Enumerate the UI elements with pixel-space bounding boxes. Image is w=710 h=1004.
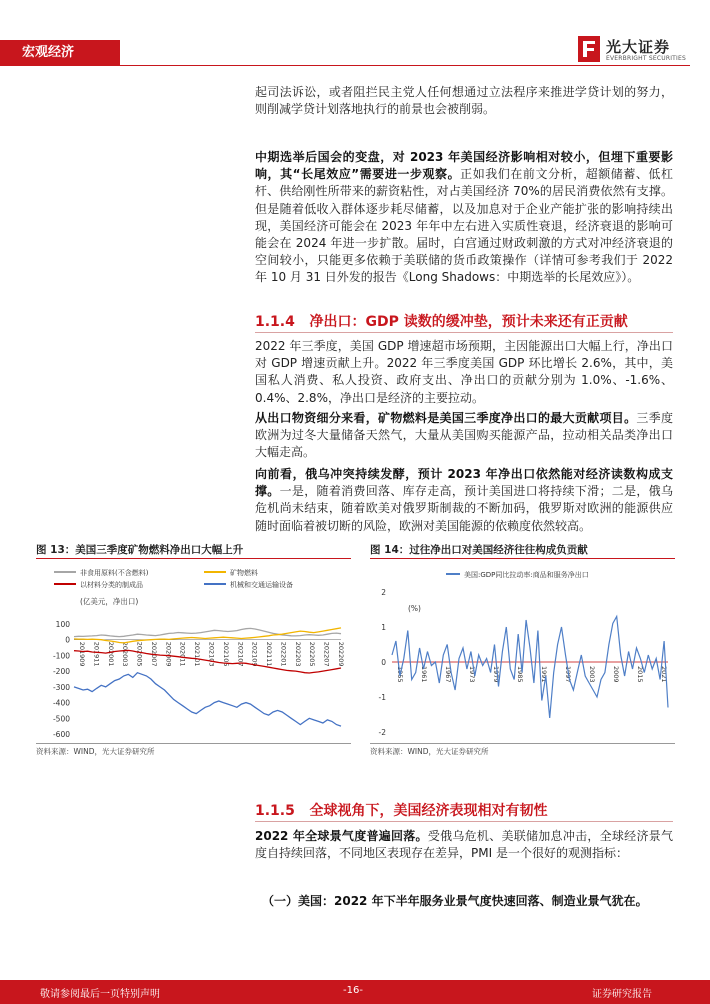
footer-report-type: 证券研究报告 (592, 989, 652, 1000)
y-tick-label-1: 0 (65, 635, 70, 645)
x-tick-label-16: 202205 (308, 641, 317, 667)
paragraph-4-bold: 从出口物资细分来看，矿物燃料是美国三季度净出口的最大贡献项目。 (255, 411, 637, 425)
y-tick-label-6: -500 (52, 714, 70, 724)
x-tick-label-14: 202201 (279, 641, 288, 667)
x-tick-label-3: 202003 (121, 641, 130, 667)
figure-14-source-rule (370, 743, 675, 744)
figure-14-chart (370, 562, 675, 742)
x-tick-label-0: 1955 (396, 666, 404, 683)
figure-13-title: 图 13：美国三季度矿物燃料净出口大幅上升 (36, 544, 244, 556)
y-tick-label-2: -100 (52, 651, 70, 661)
x-tick-label-8: 2003 (588, 666, 596, 683)
y-tick-label-4: -2 (378, 728, 386, 737)
x-tick-label-15: 202203 (293, 641, 302, 667)
legend-label-0: 非食用原料(不含燃料) (80, 569, 149, 577)
x-tick-label-7: 202011 (178, 641, 187, 667)
section-1-1-5-number: 1.1.5 (255, 803, 295, 819)
figure-13-source-rule (36, 743, 351, 744)
x-tick-label-11: 202107 (236, 641, 245, 667)
x-tick-label-0: 201909 (78, 641, 86, 667)
brand-logo (578, 34, 698, 68)
footer-page-number: -16- (343, 985, 363, 996)
brand-logo-cn: 光大证券 (606, 38, 671, 56)
legend-label-3: 机械和交通运输设备 (230, 581, 293, 589)
figure-13-title-rule (36, 558, 351, 559)
y-tick-label-0: 100 (55, 620, 70, 629)
x-tick-label-13: 202111 (265, 641, 274, 667)
legend-label-2: 以材料分类的制成品 (80, 581, 143, 589)
paragraph-2-text: 正如我们在前文分析，超额储蓄、低杠杆、供给刚性所带来的薪资粘性，对占美国经济 70%的居民消费依然有支撑。但是随着低收入群体逐步耗尽储蓄，以及加息对于企业产能扩张的影响持续出现，美国经济可能会在 2023 年年中左右进入实质性衰退，经济衰退的影响可能会在 2024 年进一步扩散。届时，白宫通过财政刺激的方式对冲经济衰退的空间较小，只能更多依赖于美联储的货币政策操作（详情可参考我们于 2022 年 10 月 31 日外发的报告《Long Shadows：中期选举的长尾效应》）。 (255, 167, 673, 285)
x-tick-label-6: 202009 (164, 641, 173, 667)
paragraph-4 (255, 410, 673, 462)
y-tick-label-3: -1 (378, 693, 386, 702)
x-tick-label-2: 1967 (444, 666, 452, 683)
x-tick-label-1: 201911 (92, 641, 101, 667)
y-axis-unit-label: (亿美元，净出口) (80, 597, 139, 606)
figure-14-title: 图 14：过往净出口对美国经济往往构成负贡献 (370, 544, 588, 556)
paragraph-4-text: 三季度欧洲为过冬大量储备天然气，大量从美国购买能源产品，拉动相关品类净出口大幅走高。 (255, 411, 673, 460)
header-category-tag: 宏观经济 (0, 40, 120, 66)
section-1-1-4-title: 净出口：GDP 读数的缓冲垫，预计未来还有正贡献 (309, 314, 628, 330)
y-tick-label-4: -300 (52, 682, 70, 692)
series-line-0 (392, 617, 668, 719)
section-1-1-4-number: 1.1.4 (255, 314, 295, 330)
x-tick-label-6: 1991 (540, 666, 548, 683)
x-tick-label-18: 202209 (337, 641, 345, 667)
section-1-1-5-underline (255, 821, 673, 822)
x-tick-label-4: 202005 (135, 641, 144, 667)
footer-bar (0, 980, 710, 1004)
section-1-1-5-heading (255, 800, 548, 820)
legend-label-1: 矿物燃料 (230, 569, 258, 577)
y-tick-label-2: 0 (381, 658, 386, 667)
series-line-0 (74, 628, 341, 636)
x-tick-label-4: 1979 (492, 666, 500, 683)
x-tick-label-3: 1973 (468, 666, 476, 683)
section-1-1-4-heading (255, 311, 628, 331)
x-tick-label-5: 202007 (149, 641, 158, 667)
x-tick-label-1: 1961 (420, 666, 428, 683)
y-axis-unit-label: (%) (408, 603, 421, 613)
paragraph-3 (255, 338, 673, 407)
figure-13-source: 资料来源：WIND，光大证券研究所 (36, 747, 155, 756)
paragraph-2 (255, 149, 673, 287)
x-tick-label-11: 2021 (660, 666, 668, 683)
subsection-us-heading: （一）美国：2022 年下半年服务业景气度快速回落、制造业景气犹在。 (262, 894, 648, 908)
brand-logo-icon (578, 36, 600, 62)
x-tick-label-9: 2009 (612, 666, 620, 683)
figure-13-chart (36, 562, 351, 742)
paragraph-6-bold: 2022 年全球景气度普遍回落。 (255, 829, 428, 843)
x-tick-label-10: 202105 (221, 641, 230, 667)
x-tick-label-8: 202101 (193, 641, 202, 667)
section-1-1-4-underline (255, 332, 673, 333)
paragraph-3-text: 2022 年三季度，美国 GDP 增速超市场预期，主因能源出口大幅上行，净出口对 GDP 增速贡献上升。2022 年三季度美国 GDP 环比增长 2.6%，其中，美国私人消费、私人投资、政府支出、净出口的贡献分别为 1.0%、-1.6%、0.4%、2.8%，净出口是经济的主要拉动。 (255, 339, 673, 405)
paragraph-1 (255, 84, 673, 118)
figure-14-title-rule (370, 558, 675, 559)
y-tick-label-5: -400 (52, 698, 70, 708)
footer-disclaimer: 敬请参阅最后一页特别声明 (40, 989, 160, 1000)
paragraph-5-text: 一是，随着消费回落、库存走高，预计美国进口将持续下滑；二是，俄乌危机尚未结束，随着欧美对俄罗斯制裁的不断加码，俄罗斯对欧洲的能源供应随时面临着被切断的风险，欧洲对美国能源的依赖度依然较高。 (255, 484, 673, 533)
y-tick-label-0: 2 (381, 588, 386, 597)
paragraph-6-text: 受俄乌危机、美联储加息冲击，全球经济景气度自持续回落，不同地区表现存在差异，PMI 是一个很好的观测指标： (255, 829, 673, 861)
x-tick-label-9: 202103 (207, 641, 216, 667)
brand-logo-en: EVERBRIGHT SECURITIES (606, 55, 686, 62)
x-tick-label-2: 202001 (106, 641, 115, 667)
legend-label-0: 美国:GDP同比拉动率:商品和服务净出口 (464, 571, 589, 579)
x-tick-label-17: 202207 (322, 641, 331, 667)
y-tick-label-7: -600 (52, 730, 70, 739)
series-line-3 (74, 673, 341, 726)
x-tick-label-10: 2015 (636, 666, 644, 683)
x-tick-label-12: 202109 (250, 641, 259, 667)
paragraph-6 (255, 828, 673, 862)
paragraph-1-text: 起司法诉讼，或者阻拦民主党人任何想通过立法程序来推进学贷计划的努力，则削减学贷计划落地执行的前景也会被削弱。 (255, 85, 673, 117)
paragraph-5 (255, 466, 673, 535)
paragraph-5-bold: 向前看，俄乌冲突持续发酵，预计 2023 年净出口依然能对经济读数构成支撑。 (255, 467, 673, 499)
figure-14-source: 资料来源：WIND，光大证券研究所 (370, 747, 489, 756)
x-tick-label-7: 1997 (564, 666, 572, 683)
section-1-1-5-title: 全球视角下，美国经济表现相对有韧性 (309, 803, 548, 819)
y-tick-label-3: -200 (52, 667, 70, 677)
paragraph-2-bold: 中期选举后国会的变盘，对 2023 年美国经济影响相对较小，但埋下重要影响，其“长尾效应”需要进一步观察。 (255, 150, 673, 182)
x-tick-label-5: 1985 (516, 666, 524, 683)
y-tick-label-1: 1 (381, 623, 386, 632)
